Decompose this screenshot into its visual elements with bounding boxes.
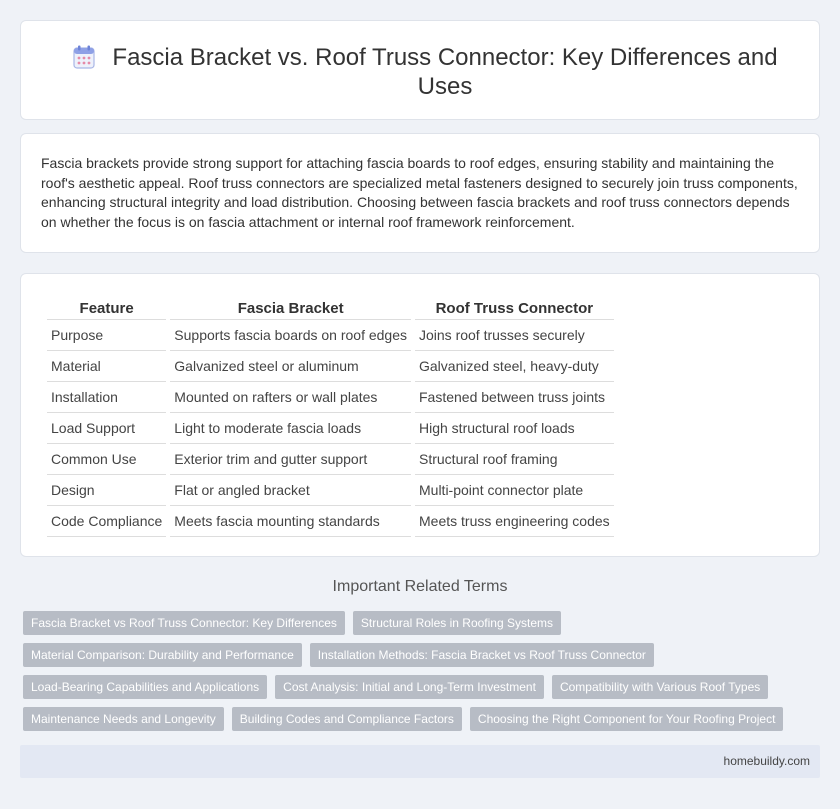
table-cell: Exterior trim and gutter support bbox=[170, 444, 411, 475]
table-row bbox=[47, 413, 614, 444]
footer-site-link[interactable]: homebuildy.com bbox=[723, 754, 810, 768]
column-header: Fascia Bracket bbox=[170, 296, 411, 320]
table-cell: Fastened between truss joints bbox=[415, 382, 614, 413]
table-row bbox=[47, 506, 614, 537]
table-cell: Meets fascia mounting standards bbox=[170, 506, 411, 537]
related-term-tag[interactable]: Fascia Bracket vs Roof Truss Connector: Key Differences bbox=[23, 611, 345, 635]
related-term-tag[interactable]: Compatibility with Various Roof Types bbox=[552, 675, 768, 699]
table-header-row bbox=[47, 296, 614, 320]
table-cell: Galvanized steel or aluminum bbox=[170, 351, 411, 382]
table-row bbox=[47, 351, 614, 382]
table-cell: Supports fascia boards on roof edges bbox=[170, 320, 411, 351]
table-cell: Code Compliance bbox=[47, 506, 166, 537]
table-cell: Common Use bbox=[47, 444, 166, 475]
table-cell: Light to moderate fascia loads bbox=[170, 413, 411, 444]
table-cell: Mounted on rafters or wall plates bbox=[170, 382, 411, 413]
related-term-tag[interactable]: Structural Roles in Roofing Systems bbox=[353, 611, 561, 635]
title-card bbox=[20, 20, 820, 120]
table-row bbox=[47, 320, 614, 351]
related-term-tag[interactable]: Building Codes and Compliance Factors bbox=[232, 707, 462, 731]
table-cell: Installation bbox=[47, 382, 166, 413]
tag-row bbox=[23, 643, 654, 667]
table-cell: Purpose bbox=[47, 320, 166, 351]
table-row bbox=[47, 475, 614, 506]
related-term-tag[interactable]: Maintenance Needs and Longevity bbox=[23, 707, 224, 731]
table-cell: Galvanized steel, heavy-duty bbox=[415, 351, 614, 382]
table-cell: Structural roof framing bbox=[415, 444, 614, 475]
table-row bbox=[47, 382, 614, 413]
column-header: Roof Truss Connector bbox=[415, 296, 614, 320]
comparison-table bbox=[43, 296, 618, 537]
related-term-tag[interactable]: Cost Analysis: Initial and Long-Term Investment bbox=[275, 675, 544, 699]
related-terms-title: Important Related Terms bbox=[332, 578, 508, 595]
comparison-card bbox=[20, 273, 820, 557]
intro-paragraph: Fascia brackets provide strong support for attaching fascia boards to roof edges, ensuring stability and maintaining the roof's aesthetic appeal. Roof truss connectors are specialized metal fasteners designed to securely join truss components, enhancing structural integrity and load distribution. Choosing between fascia brackets and roof truss connectors depends on whether the focus is on fascia attachment or internal roof framework reinforcement. bbox=[41, 155, 798, 230]
intro-card bbox=[20, 133, 820, 253]
tag-row bbox=[23, 611, 561, 635]
table-cell: Material bbox=[47, 351, 166, 382]
table-cell: Design bbox=[47, 475, 166, 506]
related-term-tag[interactable]: Installation Methods: Fascia Bracket vs Roof Truss Connector bbox=[310, 643, 654, 667]
table-row bbox=[47, 444, 614, 475]
related-term-tag[interactable]: Load-Bearing Capabilities and Applications bbox=[23, 675, 267, 699]
tag-row bbox=[23, 707, 783, 731]
table-cell: Load Support bbox=[47, 413, 166, 444]
table-cell: Joins roof trusses securely bbox=[415, 320, 614, 351]
table-cell: Meets truss engineering codes bbox=[415, 506, 614, 537]
table-cell: Multi-point connector plate bbox=[415, 475, 614, 506]
page-title: Fascia Bracket vs. Roof Truss Connector: Key Differences and Uses bbox=[112, 44, 778, 100]
footer bbox=[20, 745, 820, 778]
table-cell: Flat or angled bracket bbox=[170, 475, 411, 506]
column-header: Feature bbox=[47, 296, 166, 320]
related-term-tag[interactable]: Choosing the Right Component for Your Roofing Project bbox=[470, 707, 784, 731]
related-term-tag[interactable]: Material Comparison: Durability and Performance bbox=[23, 643, 302, 667]
tag-row bbox=[23, 675, 768, 699]
table-cell: High structural roof loads bbox=[415, 413, 614, 444]
